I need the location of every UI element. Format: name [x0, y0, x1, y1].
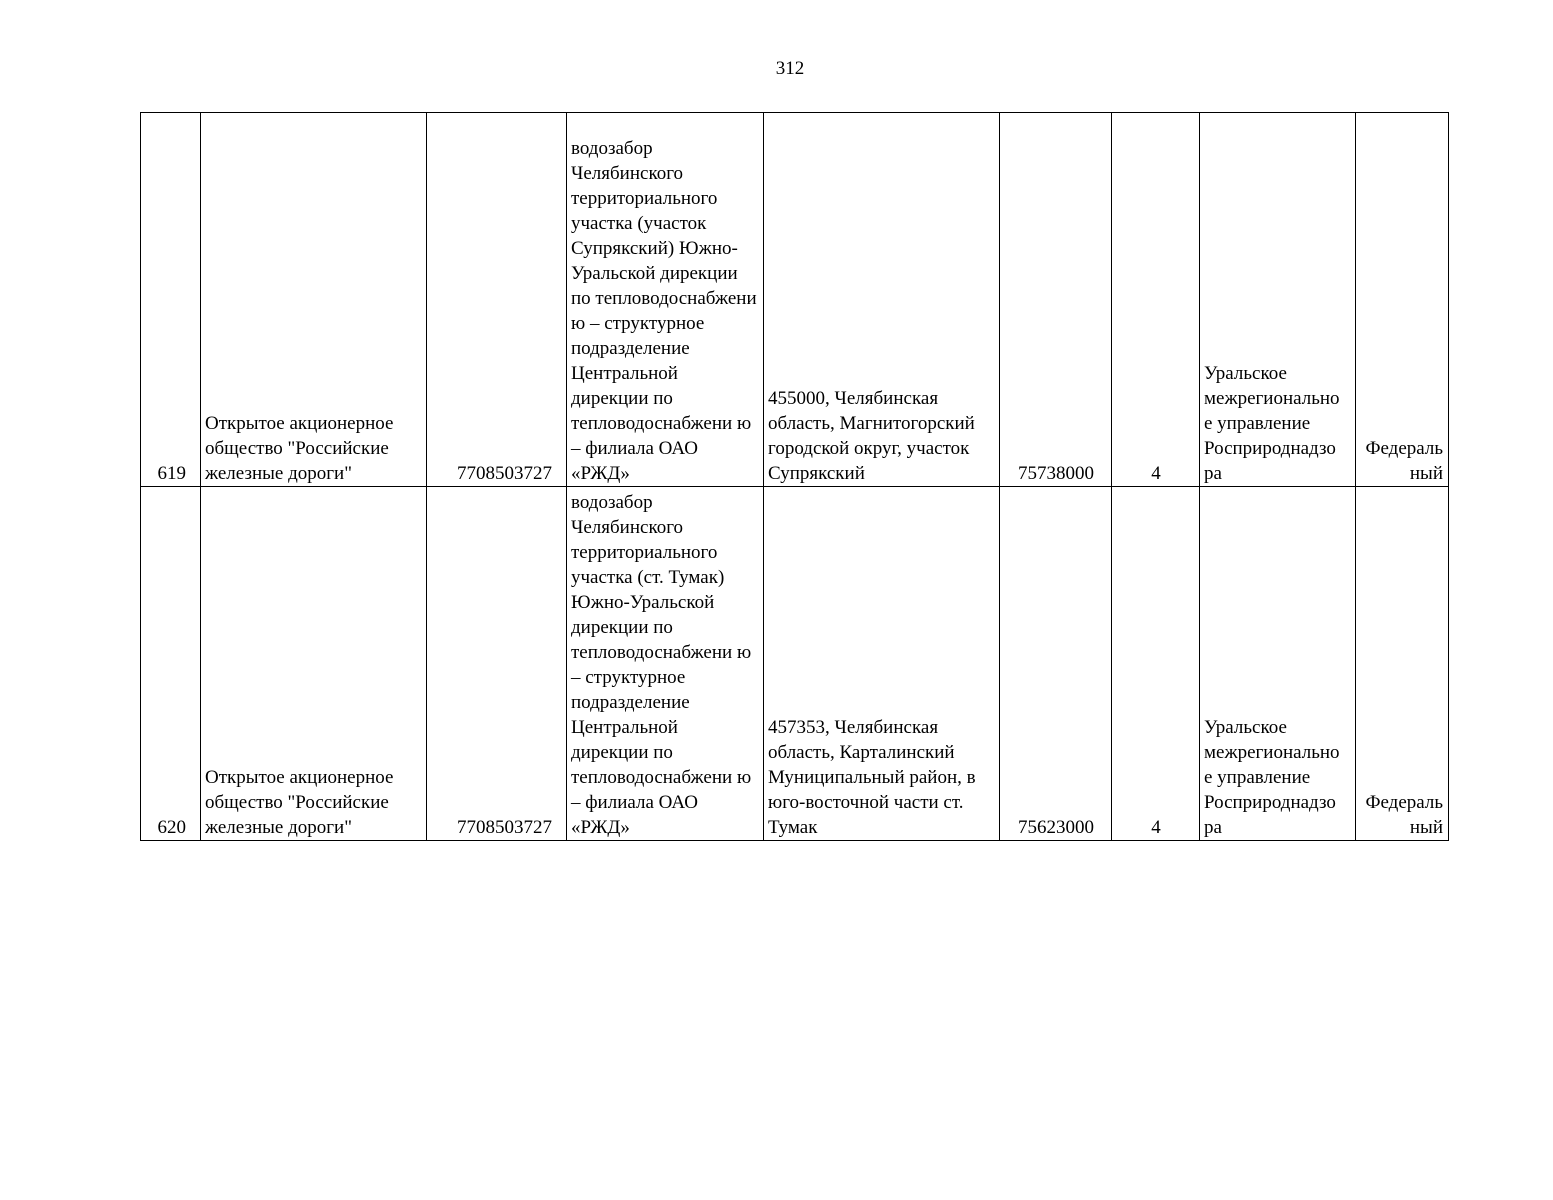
- page-number: 312: [775, 58, 805, 79]
- object-name-cell: водозабор Челябинского территориального участка (участок Супрякский) Южно-Уральской дирекции по тепловодоснабжени ю – структурное подразделение Центральной дирекции по тепловодоснабжени ю – филиала ОАО «РЖД»: [567, 113, 764, 487]
- registry-table: [140, 112, 1449, 841]
- row-number-cell: 619: [141, 113, 201, 487]
- inn-cell: 7708503727: [427, 487, 567, 841]
- organization-cell: Открытое акционерное общество "Российские железные дороги": [201, 113, 427, 487]
- category-cell: 4: [1112, 113, 1200, 487]
- supervision-level-cell: Федераль ный: [1356, 113, 1449, 487]
- supervision-level-cell: Федераль ный: [1356, 487, 1449, 841]
- object-name-cell: водозабор Челябинского территориального участка (ст. Тумак) Южно-Уральской дирекции по тепловодоснабжени ю – структурное подразделение Центральной дирекции по тепловодоснабжени ю – филиала ОАО «РЖД»: [567, 487, 764, 841]
- oktmo-cell: 75738000: [1000, 113, 1112, 487]
- table-row: [141, 487, 1449, 841]
- organization-cell: Открытое акционерное общество "Российские железные дороги": [201, 487, 427, 841]
- inn-cell: 7708503727: [427, 113, 567, 487]
- category-cell: 4: [1112, 487, 1200, 841]
- address-cell: 457353, Челябинская область, Карталинский Муниципальный район, в юго-восточной части ст. Тумак: [764, 487, 1000, 841]
- oktmo-cell: 75623000: [1000, 487, 1112, 841]
- address-cell: 455000, Челябинская область, Магнитогорский городской округ, участок Супрякский: [764, 113, 1000, 487]
- table-row: [141, 113, 1449, 487]
- row-number-cell: 620: [141, 487, 201, 841]
- authority-cell: Уральское межрегионально е управление Росприроднадзо ра: [1200, 113, 1356, 487]
- authority-cell: Уральское межрегионально е управление Росприроднадзо ра: [1200, 487, 1356, 841]
